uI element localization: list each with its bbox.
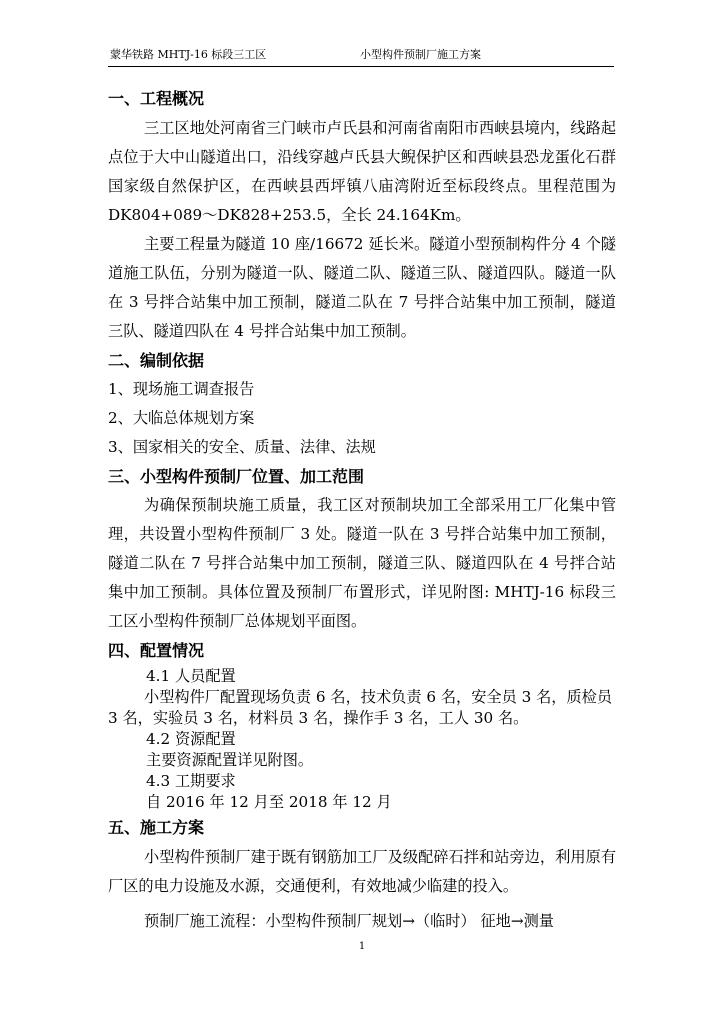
header-rule <box>108 66 614 67</box>
list-item: 1、现场施工调查报告 <box>108 380 255 398</box>
section-1-heading: 一、工程概况 <box>108 89 205 108</box>
subsection-4-3-text: 自 2016 年 12 月至 2018 年 12 月 <box>146 793 392 811</box>
section-4-heading: 四、配置情况 <box>108 641 205 660</box>
section-5-paragraph-2: 预制厂施工流程：小型构件预制厂规划→（临时） 征地→测量 <box>144 912 554 930</box>
running-header <box>108 47 614 63</box>
subsection-4-2-title: 4.2 资源配置 <box>146 730 236 748</box>
list-item: 3、国家相关的安全、质量、法律、法规 <box>108 438 376 456</box>
subsection-4-1-title: 4.1 人员配置 <box>146 667 236 685</box>
section-1-paragraph-2: 主要工程量为隧道 10 座/16672 延长米。隧道小型预制构件分 4 个隧道施工队伍，分别为隧道一队、隧道二队、隧道三队、隧道四队。隧道一队在 3 号拌合站集中加工预制，隧道二队在 7 号拌合站集中加工预制，隧道三队、隧道四队在 4 号拌合站集中加工预制。 <box>108 235 616 340</box>
section-3-heading: 三、小型构件预制厂位置、加工范围 <box>108 467 365 486</box>
header-document-title: 小型构件预制厂施工方案 <box>360 48 481 61</box>
section-3-paragraph: 为确保预制块施工质量，我工区对预制块加工全部采用工厂化集中管理，共设置小型构件预制厂 3 处。隧道一队在 3 号拌合站集中加工预制，隧道二队在 7 号拌合站集中加工预制，隧道三队、隧道四队在 4 号拌合站集中加工预制。具体位置及预制厂布置形式，详见附图: MHTJ-16 标段三工区小型构件预制厂总体规划平面图。 <box>108 496 616 630</box>
page-number: 1 <box>358 941 366 952</box>
document-body <box>108 88 616 936</box>
header-project-name: 蒙华铁路 MHTJ-16 标段三工区 <box>110 48 267 61</box>
list-item: 2、大临总体规划方案 <box>108 409 255 427</box>
subsection-4-2-text: 主要资源配置详见附图。 <box>146 751 314 769</box>
section-5-heading: 五、施工方案 <box>108 818 205 837</box>
subsection-4-3-title: 4.3 工期要求 <box>146 772 236 790</box>
section-2-heading: 二、编制依据 <box>108 351 205 370</box>
section-5-paragraph-1: 小型构件预制厂建于既有钢筋加工厂及级配碎石拌和站旁边，利用原有厂区的电力设施及水源，交通便利，有效地减少临建的投入。 <box>108 848 616 895</box>
subsection-4-1-text: 小型构件厂配置现场负责 6 名，技术负责 6 名，安全员 3 名，质检员 3 名，实验员 3 名，材料员 3 名，操作手 3 名，工人 30 名。 <box>108 688 613 727</box>
section-1-paragraph-1: 三工区地处河南省三门峡市卢氏县和河南省南阳市西峡县境内，线路起点位于大中山隧道出口，沿线穿越卢氏县大鲵保护区和西峡县恐龙蛋化石群国家级自然保护区，在西峡县西坪镇八庙湾附近至标段终点。里程范围为 DK804+089～DK828+253.5，全长 24.164Km。 <box>108 119 616 224</box>
